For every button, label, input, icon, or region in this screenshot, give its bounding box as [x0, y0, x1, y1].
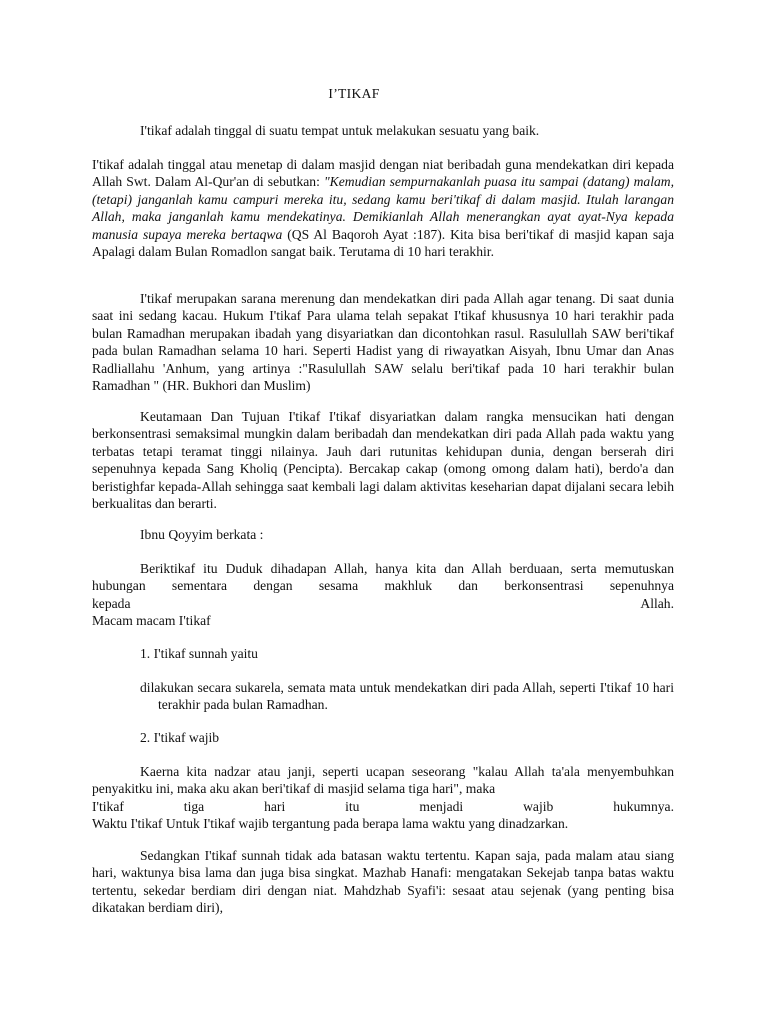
duration-paragraph: Sedangkan I'tikaf sunnah tidak ada batasan waktu tertentu. Kapan saja, pada malam atau siang hari, waktunya bisa lama dan juga bisa singkat. Mazhab Hanafi: mengatakan Sekejab tanpa batas waktu tertentu, sekedar berdiam diri dengan niat. Mahdzhab Syafi'i: sesaat atau sejenak (yang penting bisa dikatakan berdiam diri),	[92, 848, 674, 916]
ibnu-qoyyim-quote	[92, 560, 674, 630]
intro-paragraph: I'tikaf adalah tinggal di suatu tempat untuk melakukan sesuatu yang baik.	[140, 123, 540, 138]
sunnah-heading: 1. I'tikaf sunnah yaitu	[140, 646, 258, 661]
definition-text: I'tikaf adalah tinggal atau menetap di dalam masjid dengan niat beribadah guna mendekatkan diri kepada Allah Swt. Dalam Al-Qur'an di sebutkan:	[92, 157, 674, 190]
quran-reference: (QS Al Baqoroh Ayat :187). Kita bisa beri'tikaf di masjid kapan saja Apalagi dalam Bulan Romadlon sangat baik. Terutama di 10 hari terakhir.	[92, 226, 674, 260]
virtues-paragraph: Keutamaan Dan Tujuan I'tikaf I'tikaf disyariatkan dalam rangka mensucikan hati dengan berkonsentrasi semaksimal mungkin dalam beribadah dan mendekatkan diri pada Allah pada waktu yang terbatas tetapi teramat tinggi nilainya. Jauh dari rutunitas kehidupan dunia, dengan berserah diri sepenuhnya kepada Sang Kholiq (Pencipta). Bercakap cakap (omong omong dalam hati), berdo'a dan beristighfar kepada-Allah sehingga saat kembali lagi dalam aktivitas keseharian dapat dijalani secara lebih berkualitas dan berarti.	[92, 409, 674, 512]
quote-line-2: kepada Allah.	[92, 595, 674, 611]
wajib-line-1: Kaerna kita nadzar atau janji, seperti ucapan seseorang "kalau Allah ta'ala menyembuhkan penyakitku ini, maka aku akan beri'tikaf di masjid selama tiga hari", maka	[92, 764, 674, 797]
definition-paragraph	[92, 156, 674, 260]
wajib-heading: 2. I'tikaf wajib	[140, 730, 220, 745]
quote-line-1: Beriktikaf itu Duduk dihadapan Allah, hanya kita dan Allah berduaan, serta memutuskan hubungan sementara dengan sesama makhluk dan berkonsentrasi sepenuhnya	[92, 561, 674, 594]
quran-quote: "Kemudian sempurnakanlah puasa itu sampai (datang) malam, (tetapi) janganlah kamu campuri mereka itu, sedang kamu beri'tikaf di dalam masjid. Itulah larangan Allah, maka janganlah kamu mendekatinya. Demikianlah Allah menerangkan ayat ayat-Nya kepada manusia supaya mereka bertaqwa	[92, 174, 675, 242]
wajib-line-2: I'tikaf tiga hari itu menjadi wajib hukumnya.	[92, 798, 674, 814]
types-heading: Macam macam I'tikaf	[92, 613, 211, 629]
hadith-paragraph: I'tikaf merupakan sarana merenung dan mendekatkan diri pada Allah agar tenang. Di saat dunia saat ini sedang kacau. Hukum I'tikaf Para ulama telah sepakat I'tikaf khususnya 10 hari terakhir pada bulan Ramadhan merupakan ibadah yang disyariatkan dan dicontohkan rasul. Rasulullah SAW beri'tikaf pada bulan Ramadhan selama 10 hari. Seperti Hadist yang di riwayatkan Aisyah, Ibnu Umar dan Anas Radliallahu 'Anhum, yang artinya :"Rasulullah SAW selalu beri'tikaf pada 10 hari terakhir bulan Ramadhan " (HR. Bukhori dan Muslim)	[92, 291, 674, 394]
sunnah-description: dilakukan secara sukarela, semata mata untuk mendekatkan diri pada Allah, seperti I'tikaf 10 hari terakhir pada bulan Ramadhan.	[140, 680, 674, 713]
wajib-line-3: Waktu I'tikaf Untuk I'tikaf wajib tergantung pada berapa lama waktu yang dinadzarkan.	[92, 816, 569, 832]
ibnu-qoyyim-heading: Ibnu Qoyyim berkata :	[140, 527, 264, 542]
document-title: I’TIKAF	[328, 86, 380, 101]
wajib-description	[92, 763, 674, 833]
